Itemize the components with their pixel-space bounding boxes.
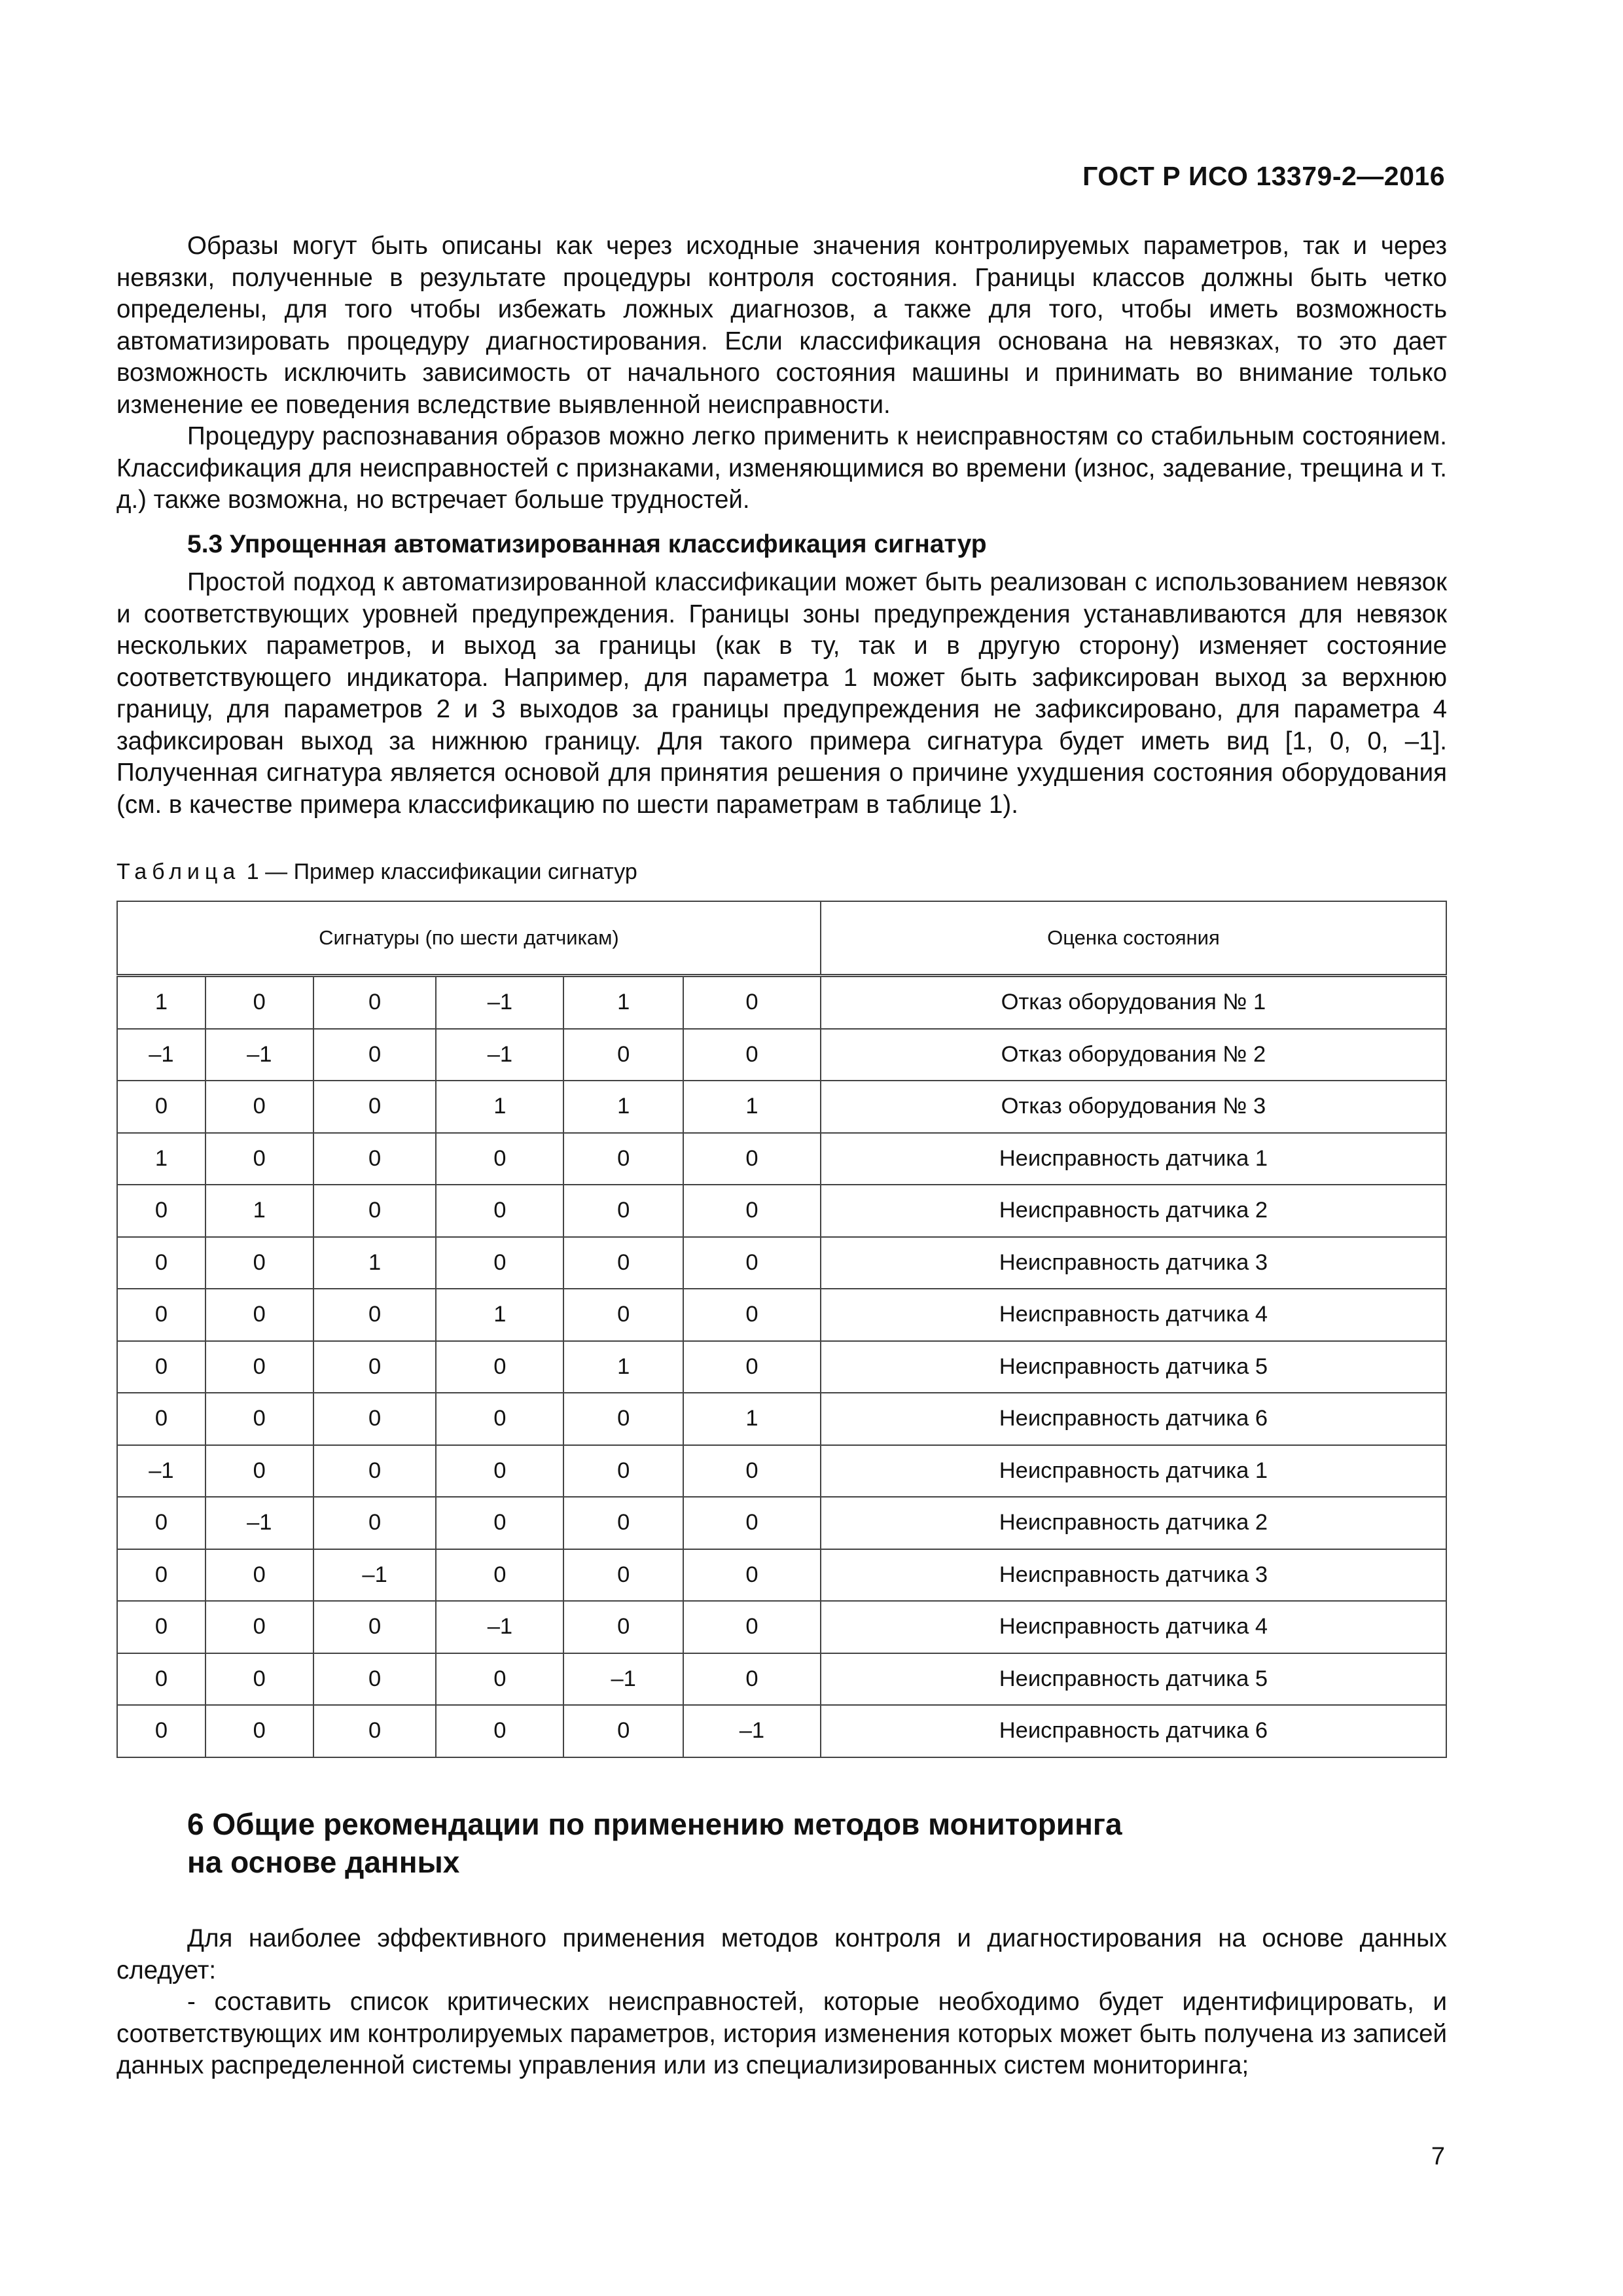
signature-cell: 0 (683, 1289, 821, 1341)
signature-cell: 0 (563, 1185, 683, 1237)
signature-cell: 0 (205, 1081, 313, 1133)
state-cell: Неисправность датчика 2 (821, 1185, 1446, 1237)
signature-cell: 0 (117, 1393, 205, 1445)
signature-cell: 0 (436, 1341, 563, 1393)
signature-cell: 0 (563, 1445, 683, 1498)
signature-cell: 0 (313, 1653, 437, 1706)
signature-cell: 0 (436, 1445, 563, 1498)
signature-cell: 0 (205, 1705, 313, 1757)
signature-cell: 0 (313, 1029, 437, 1081)
paragraph: Простой подход к автоматизированной классификации может быть реализован с использованием невязок и соответствующих уровней предупреждения. Границы зоны предупреждения устанавливаются для невязок нескольких параметров, и выход за границы (как в ту, так и в другую сторону) изменяет состояние соответствующего индикатора. Например, для параметра 1 может быть зафиксирован выход за верхнюю границу, для параметров 2 и 3 выходов за границы предупреждения не зафиксировано, для параметра 4 зафиксирован выход за нижнюю границу. Для такого примера сигнатура будет иметь вид [1, 0, 0, –1]. Полученная сигнатура является основой для принятия решения о причине ухудшения состояния оборудования (см. в качестве примера классификацию по шести параметрам в таблице 1). (116, 568, 1447, 819)
signature-cell: 0 (683, 1133, 821, 1185)
signature-cell: 1 (205, 1185, 313, 1237)
state-cell: Неисправность датчика 3 (821, 1237, 1446, 1289)
signature-cell: 0 (205, 976, 313, 1029)
state-cell: Неисправность датчика 5 (821, 1341, 1446, 1393)
signature-cell: 0 (117, 1549, 205, 1602)
signature-cell: 0 (563, 1601, 683, 1653)
state-cell: Неисправность датчика 1 (821, 1133, 1446, 1185)
signature-cell: 0 (205, 1445, 313, 1498)
signature-cell: 1 (683, 1081, 821, 1133)
signature-cell: 0 (563, 1497, 683, 1549)
state-cell: Неисправность датчика 3 (821, 1549, 1446, 1602)
signature-cell: 0 (117, 1497, 205, 1549)
signature-cell: 0 (436, 1393, 563, 1445)
subsection-heading: 5.3 Упрощенная автоматизированная классификация сигнатур (187, 530, 987, 558)
signature-cell: 0 (436, 1705, 563, 1757)
signature-cell: –1 (436, 1601, 563, 1653)
signature-cell: 0 (313, 1445, 437, 1498)
signature-cell: 0 (683, 1445, 821, 1498)
table-row (117, 1601, 1446, 1653)
table-row (117, 1705, 1446, 1757)
signature-cell: 0 (117, 1185, 205, 1237)
signature-cell: –1 (205, 1497, 313, 1549)
section-heading-line: на основе данных (187, 1845, 460, 1879)
signature-cell: 0 (117, 1653, 205, 1706)
signature-cell: –1 (117, 1029, 205, 1081)
header-signatures: Сигнатуры (по шести датчикам) (117, 901, 821, 976)
header-state: Оценка состояния (821, 901, 1446, 976)
signature-cell: 0 (205, 1341, 313, 1393)
signature-cell: 0 (117, 1601, 205, 1653)
signature-cell: 0 (205, 1289, 313, 1341)
signature-cell: 0 (117, 1341, 205, 1393)
signature-cell: 0 (117, 1705, 205, 1757)
state-cell: Неисправность датчика 4 (821, 1601, 1446, 1653)
signature-cell: 0 (683, 1237, 821, 1289)
section-text (116, 1923, 1447, 2082)
signature-cell: 0 (436, 1497, 563, 1549)
state-cell: Неисправность датчика 5 (821, 1653, 1446, 1706)
signature-cell: 1 (563, 976, 683, 1029)
signature-cell: 0 (313, 1289, 437, 1341)
table-row (117, 1081, 1446, 1133)
section-heading-line: 6 Общие рекомендации по применению методов мониторинга (187, 1807, 1122, 1841)
signature-cell: 0 (563, 1237, 683, 1289)
state-cell: Неисправность датчика 6 (821, 1393, 1446, 1445)
signature-cell: 0 (313, 976, 437, 1029)
signature-cell: 0 (313, 1705, 437, 1757)
signature-cell: 0 (205, 1601, 313, 1653)
table-caption-text: 1 — Пример классификации сигнатур (246, 859, 637, 884)
signature-cell: –1 (683, 1705, 821, 1757)
signature-cell: 0 (683, 976, 821, 1029)
signature-cell: 0 (563, 1705, 683, 1757)
signature-cell: 0 (683, 1029, 821, 1081)
signature-cell: 0 (683, 1549, 821, 1602)
signature-cell: 0 (313, 1497, 437, 1549)
table-caption (116, 859, 637, 885)
state-cell: Неисправность датчика 6 (821, 1705, 1446, 1757)
signature-cell: 0 (563, 1133, 683, 1185)
signature-cell: 0 (436, 1185, 563, 1237)
table-row (117, 1237, 1446, 1289)
signature-cell: 0 (205, 1133, 313, 1185)
signature-cell: 0 (563, 1549, 683, 1602)
page-number: 7 (1431, 2143, 1445, 2170)
signature-cell: 1 (436, 1289, 563, 1341)
table-row (117, 1445, 1446, 1498)
signature-cell: 0 (313, 1341, 437, 1393)
signature-cell: –1 (205, 1029, 313, 1081)
signature-cell: 0 (683, 1341, 821, 1393)
intro-text (116, 230, 1447, 516)
signature-cell: –1 (563, 1653, 683, 1706)
paragraph: Для наиболее эффективного применения методов контроля и диагностирования на основе данных следует: (116, 1924, 1447, 1984)
state-cell: Неисправность датчика 4 (821, 1289, 1446, 1341)
state-cell: Неисправность датчика 1 (821, 1445, 1446, 1498)
signature-cell: 0 (313, 1393, 437, 1445)
table-caption-label: Таблица (116, 859, 241, 884)
signature-cell: 0 (683, 1497, 821, 1549)
signature-cell: 0 (683, 1653, 821, 1706)
signature-cell: –1 (436, 1029, 563, 1081)
signature-table (116, 901, 1447, 1758)
signature-cell: 0 (436, 1653, 563, 1706)
signature-cell: 0 (205, 1237, 313, 1289)
signature-cell: 1 (563, 1081, 683, 1133)
state-cell: Отказ оборудования № 1 (821, 976, 1446, 1029)
table-row (117, 1029, 1446, 1081)
signature-cell: 0 (683, 1601, 821, 1653)
signature-cell: 1 (117, 976, 205, 1029)
paragraph: Процедуру распознавания образов можно легко применить к неисправностям со стабильным состоянием. Классификация для неисправностей с признаками, изменяющимися во времени (износ, задевание, трещина и т. д.) также возможна, но встречает больше трудностей. (116, 422, 1447, 514)
standard-code: ГОСТ Р ИСО 13379-2—2016 (1082, 161, 1445, 191)
table-row (117, 1185, 1446, 1237)
signature-cell: 0 (313, 1081, 437, 1133)
signature-cell: 0 (117, 1081, 205, 1133)
list-item: - составить список критических неисправностей, которые необходимо будет идентифицировать, и соответствующих им контролируемых параметров, история изменения которых может быть получена из записей данных распределенной системы управления или из специализированных систем мониторинга; (116, 1988, 1447, 2079)
state-cell: Отказ оборудования № 3 (821, 1081, 1446, 1133)
table-header-row (117, 901, 1446, 976)
signature-cell: 0 (313, 1601, 437, 1653)
paragraph: Образы могут быть описаны как через исходные значения контролируемых параметров, так и через невязки, полученные в результате процедуры контроля состояния. Границы классов должны быть четко определены, для того чтобы избежать ложных диагнозов, а также для того, чтобы иметь возможность автоматизировать процедуру диагностирования. Если классификация основана на невязках, то это дает возможность исключить зависимость от начального состояния машины и принимать во внимание только изменение ее поведения вследствие выявленной неисправности. (116, 232, 1447, 419)
signature-cell: 0 (436, 1549, 563, 1602)
signature-cell: 1 (563, 1341, 683, 1393)
table-row (117, 1341, 1446, 1393)
signature-cell: 0 (683, 1185, 821, 1237)
signature-cell: 0 (436, 1133, 563, 1185)
signature-cell: –1 (436, 976, 563, 1029)
state-cell: Отказ оборудования № 2 (821, 1029, 1446, 1081)
table-row (117, 976, 1446, 1029)
section-heading (187, 1805, 1122, 1881)
table-row (117, 1497, 1446, 1549)
table-body (117, 976, 1446, 1757)
table-row (117, 1549, 1446, 1602)
signature-cell: 1 (117, 1133, 205, 1185)
table-row (117, 1133, 1446, 1185)
signature-cell: –1 (117, 1445, 205, 1498)
table-row (117, 1393, 1446, 1445)
signature-cell: –1 (313, 1549, 437, 1602)
signature-cell: 0 (313, 1185, 437, 1237)
signature-cell: 0 (563, 1029, 683, 1081)
signature-cell: 0 (205, 1653, 313, 1706)
signature-cell: 1 (436, 1081, 563, 1133)
signature-cell: 0 (117, 1237, 205, 1289)
signature-cell: 1 (313, 1237, 437, 1289)
signature-cell: 0 (563, 1289, 683, 1341)
signature-cell: 0 (117, 1289, 205, 1341)
signature-cell: 1 (683, 1393, 821, 1445)
signature-cell: 0 (313, 1133, 437, 1185)
signature-cell: 0 (205, 1393, 313, 1445)
subsection-text (116, 567, 1447, 821)
signature-cell: 0 (436, 1237, 563, 1289)
state-cell: Неисправность датчика 2 (821, 1497, 1446, 1549)
table-row (117, 1653, 1446, 1706)
signature-cell: 0 (205, 1549, 313, 1602)
table-row (117, 1289, 1446, 1341)
signature-cell: 0 (563, 1393, 683, 1445)
